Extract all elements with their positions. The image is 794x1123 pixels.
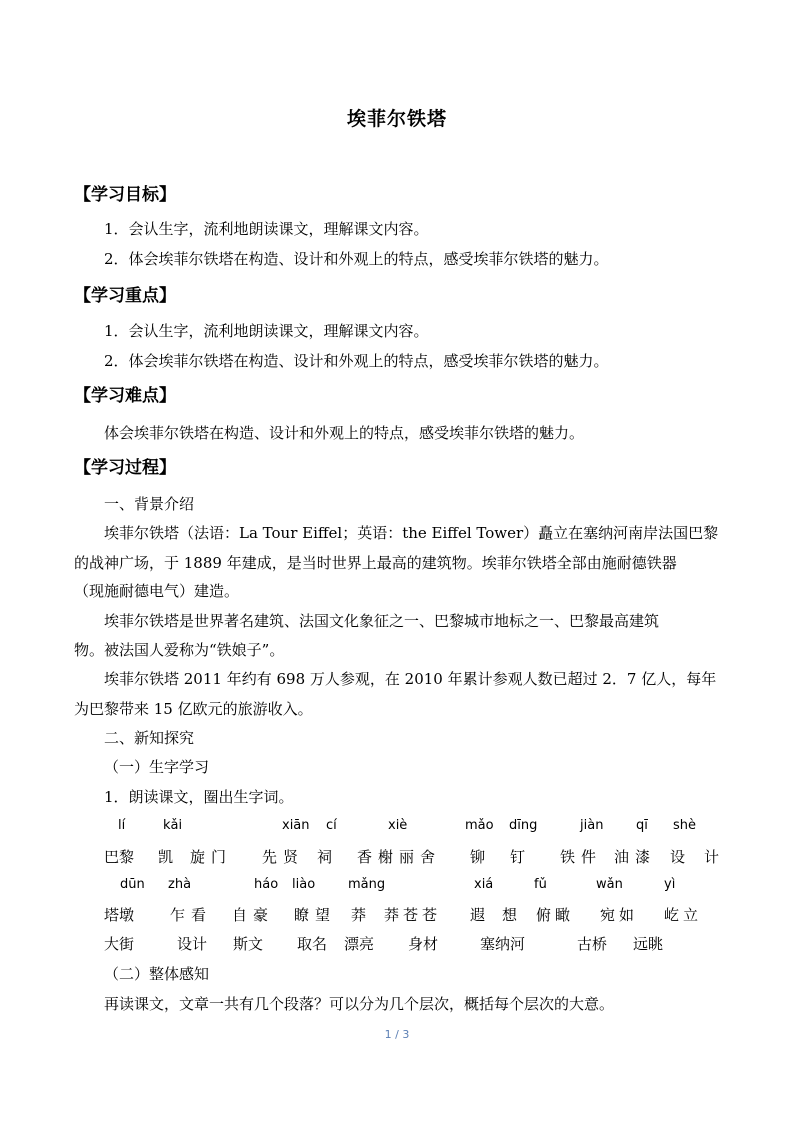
- vocab-word: 遐: [470, 906, 486, 924]
- vocab-word: 凯: [158, 848, 174, 866]
- vocab-word: 设: [670, 848, 686, 866]
- vocab-word: 乍看: [170, 906, 213, 924]
- pinyin: háo: [254, 877, 279, 892]
- page-number: 1 / 3: [384, 1028, 410, 1041]
- paragraph-1-line-1: 埃菲尔铁塔（法语：La Tour Eiffel；英语：the Eiffel Tower）矗立在塞纳河南岸法国巴黎: [104, 524, 719, 542]
- vocab-word: 大街: [104, 935, 135, 953]
- section-heading-difficulty: 【学习难点】: [74, 386, 176, 406]
- difficulty-text: 体会埃菲尔铁塔在构造、设计和外观上的特点，感受埃菲尔铁塔的魅力。: [104, 424, 585, 442]
- vocab-word: 古桥: [577, 935, 608, 953]
- paragraph-1-line-2: 的战神广场，于 1889 年建成，是当时世界上最高的建筑物。埃菲尔铁塔全部由施耐德铁器: [74, 554, 677, 572]
- key-item-2: 2．体会埃菲尔铁塔在构造、设计和外观上的特点，感受埃菲尔铁塔的魅力。: [104, 352, 609, 370]
- pinyin: shè: [673, 818, 697, 833]
- paragraph-3-line-1: 埃菲尔铁塔 2011 年约有 698 万人参观，在 2010 年累计参观人数已超过 2．7 亿人，每年: [104, 670, 717, 688]
- paragraph-2-line-2: 物。被法国人爱称为“铁娘子”。: [74, 641, 285, 659]
- vocab-word: 宛如: [600, 906, 639, 924]
- subheading-characters: （一）生字学习: [104, 758, 210, 776]
- pinyin: xiè: [388, 818, 408, 833]
- vocab-word: 莽苍苍: [384, 906, 442, 924]
- vocab-word: 油漆: [614, 848, 657, 866]
- pinyin: liào: [292, 877, 316, 892]
- paragraph-1-line-3: （现施耐德电气）建造。: [74, 582, 240, 600]
- subheading-background: 一、背景介绍: [104, 495, 195, 513]
- vocab-word: 巴黎: [104, 848, 135, 866]
- pinyin: xiá: [474, 877, 494, 892]
- vocab-word: 自豪: [232, 906, 275, 924]
- pinyin: wǎn: [596, 877, 623, 892]
- vocab-word: 想: [502, 906, 518, 924]
- vocab-word: 香榭丽舍: [357, 848, 442, 866]
- question-paragraphs: 再读课文，文章一共有几个段落？可以分为几个层次，概括每个层次的大意。: [104, 995, 615, 1013]
- step-read-aloud: 1．朗读课文，圈出生字词。: [104, 788, 294, 806]
- paragraph-2-line-1: 埃菲尔铁塔是世界著名建筑、法国文化象征之一、巴黎城市地标之一、巴黎最高建筑: [104, 612, 660, 630]
- pinyin: jiàn: [580, 818, 604, 833]
- vocab-word: 俯瞰: [536, 906, 575, 924]
- pinyin: lí: [118, 818, 126, 833]
- pinyin: mǎng: [348, 877, 386, 892]
- vocab-word: 取名: [297, 935, 328, 953]
- vocab-word: 钉: [510, 848, 526, 866]
- pinyin: yì: [664, 877, 676, 892]
- goal-item-1: 1．会认生字，流利地朗读课文，理解课文内容。: [104, 220, 429, 238]
- vocab-word: 铁件: [560, 848, 603, 866]
- pinyin: xiān: [282, 818, 310, 833]
- vocab-word: 设计: [177, 935, 208, 953]
- vocab-word: 莽: [351, 906, 367, 924]
- paragraph-3-line-2: 为巴黎带来 15 亿欧元的旅游收入。: [74, 700, 313, 718]
- vocab-word: 铆: [470, 848, 486, 866]
- section-heading-goals: 【学习目标】: [74, 185, 176, 205]
- subheading-overall: （二）整体感知: [104, 965, 210, 983]
- subheading-new-knowledge: 二、新知探究: [104, 729, 195, 747]
- section-heading-process: 【学习过程】: [74, 458, 176, 478]
- pinyin: zhà: [168, 877, 192, 892]
- key-item-1: 1．会认生字，流利地朗读课文，理解课文内容。: [104, 322, 429, 340]
- pinyin: fǔ: [534, 877, 547, 892]
- vocab-word: 塞纳河: [480, 935, 526, 953]
- pinyin: dūn: [120, 877, 145, 892]
- pinyin: kǎi: [163, 818, 183, 833]
- vocab-word: 先贤: [262, 848, 305, 866]
- vocab-word: 远眺: [633, 935, 664, 953]
- vocab-word: 计: [704, 848, 720, 866]
- section-heading-key: 【学习重点】: [74, 286, 176, 306]
- vocab-word: 旋门: [190, 848, 233, 866]
- goal-item-2: 2．体会埃菲尔铁塔在构造、设计和外观上的特点，感受埃菲尔铁塔的魅力。: [104, 250, 609, 268]
- pinyin: cí: [326, 818, 337, 833]
- vocab-word: 祠: [317, 848, 333, 866]
- vocab-word: 斯文: [233, 935, 264, 953]
- page-title: 埃菲尔铁塔: [346, 108, 447, 130]
- pinyin: qī: [636, 818, 648, 833]
- vocab-word: 塔墩: [104, 906, 135, 924]
- vocab-word: 身材: [408, 935, 439, 953]
- vocab-word: 屹立: [664, 906, 703, 924]
- pinyin: mǎo: [465, 818, 494, 833]
- vocab-word: 漂亮: [344, 935, 375, 953]
- pinyin: dīng: [509, 818, 538, 833]
- vocab-word: 瞭望: [294, 906, 337, 924]
